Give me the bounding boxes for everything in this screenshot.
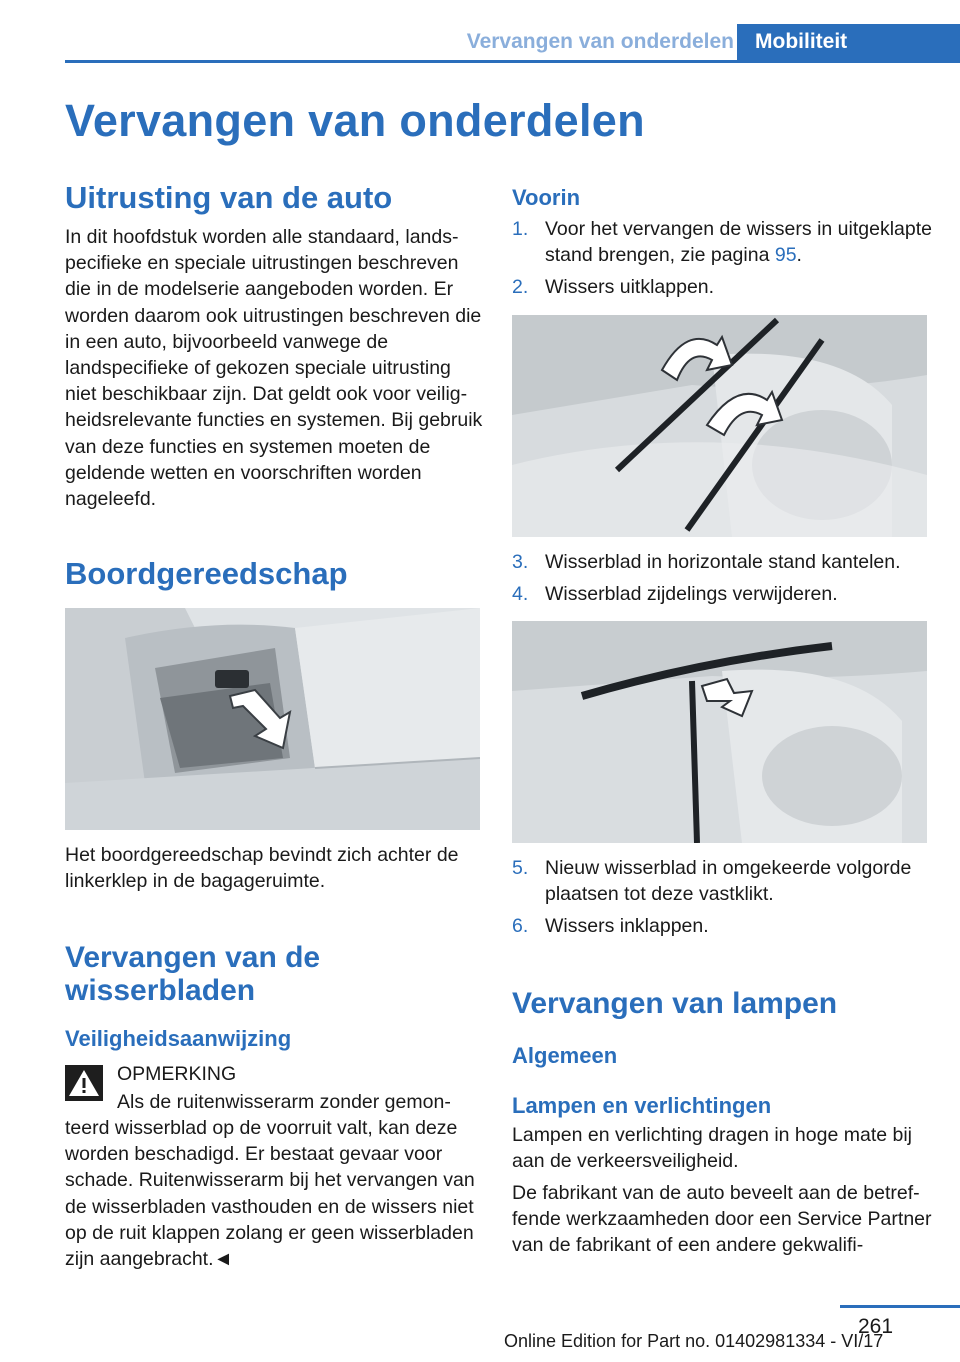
lights-text-1: Lampen en verlichting dragen in hoge mate bij aan de verkeersveiligheid. [512,1123,913,1172]
step-text: Wisserblad zijdelings verwijderen. [545,582,838,605]
left-column [65,180,483,1272]
step-item [512,549,932,575]
wipers-fold-out-illustration [512,315,927,537]
step-text: Nieuw wisserblad in omgekeerde volgorde plaatsen tot deze vastklikt. [545,857,912,906]
lights-heading: Lampen en verlichtingen [512,1092,772,1118]
footer-rule [840,1305,960,1308]
header-rule [65,60,960,63]
note-block [65,1061,483,1087]
lamps-heading: Vervangen van lampen [512,986,838,1020]
step-number: 3. [512,550,529,573]
front-heading: Voorin [512,185,581,210]
header-section-title: Vervangen van onderdelen [466,30,734,53]
step-number: 2. [512,276,529,299]
equipment-text: In dit hoofdstuk worden alle standaard, landspecifieke en speciale uitrustingen beschreven die in de modelserie aangeboden worden. Er worden daarom ook uitrustingen beschreven die in een auto, bijvoorbeeld vanwege de landspecifieke of gekozen speciale uitrusting niet beschikbaar zijn. Dat geldt ook voor veiligheidsrelevante functies en systemen. Bij gebruik van deze functies en systemen moeten de geldende wetten en voorschriften worden nageleefd. [65,226,483,511]
step-text: Wissers inklappen. [545,915,709,938]
wipers-heading: Vervangen van de wisserbladen [65,940,321,1007]
edition-note: Online Edition for Part no. 01402981334 - VI/17 [504,1331,884,1351]
page-number: 261 [858,1315,894,1338]
toolkit-heading: Boordgereedschap [65,556,348,592]
step-text: Wisserblad in horizontale stand kantelen. [545,550,901,573]
step-item [512,274,932,300]
step-item [512,855,932,907]
safety-heading: Veiligheidsaanwijzing [65,1025,292,1051]
step-number: 4. [512,582,529,605]
page-link[interactable]: 95 [774,244,797,267]
step-text: Voor het vervangen de wissers in uitgeklapte stand brengen, zie pagina 95. [545,218,932,267]
step-text: Wissers uitklappen. [545,276,715,299]
header-chapter-tab: Mobiliteit [737,24,960,63]
note-label: OPMERKING [117,1062,237,1085]
step-item [512,581,932,607]
wiper-blade-removal-illustration [512,621,927,843]
page-title: Vervangen van onderdelen [65,95,645,146]
general-heading: Algemeen [512,1042,618,1068]
note-text: Als de ruitenwisserarm zonder gemonteerd wisserblad op de voorruit valt, kan deze worden beschadigd. Er bestaat gevaar voor schade. Ruitenwisserarm bij het vervangen van de wisserbladen vasthouden en de wissers niet op de ruit klappen zolang er geen wisserbladen zijn aangebracht.◄ [65,1090,475,1271]
luggage-compartment-illustration [65,608,480,830]
lights-text-2: De fabrikant van de auto beveelt aan de betreffende werkzaamheden door een Service Partner van de fabrikant of een andere gekwalifi- [512,1182,932,1257]
toolkit-text: Het boordgereedschap bevindt zich achter de linkerklep in de bagageruimte. [65,844,459,893]
warning-icon [65,1065,103,1101]
step-item [512,216,932,268]
step-item [512,913,932,939]
step-number: 1. [512,218,529,240]
right-column [512,180,932,1259]
equipment-heading: Uitrusting van de auto [65,180,393,215]
step-number: 6. [512,915,529,938]
step-number: 5. [512,857,529,880]
